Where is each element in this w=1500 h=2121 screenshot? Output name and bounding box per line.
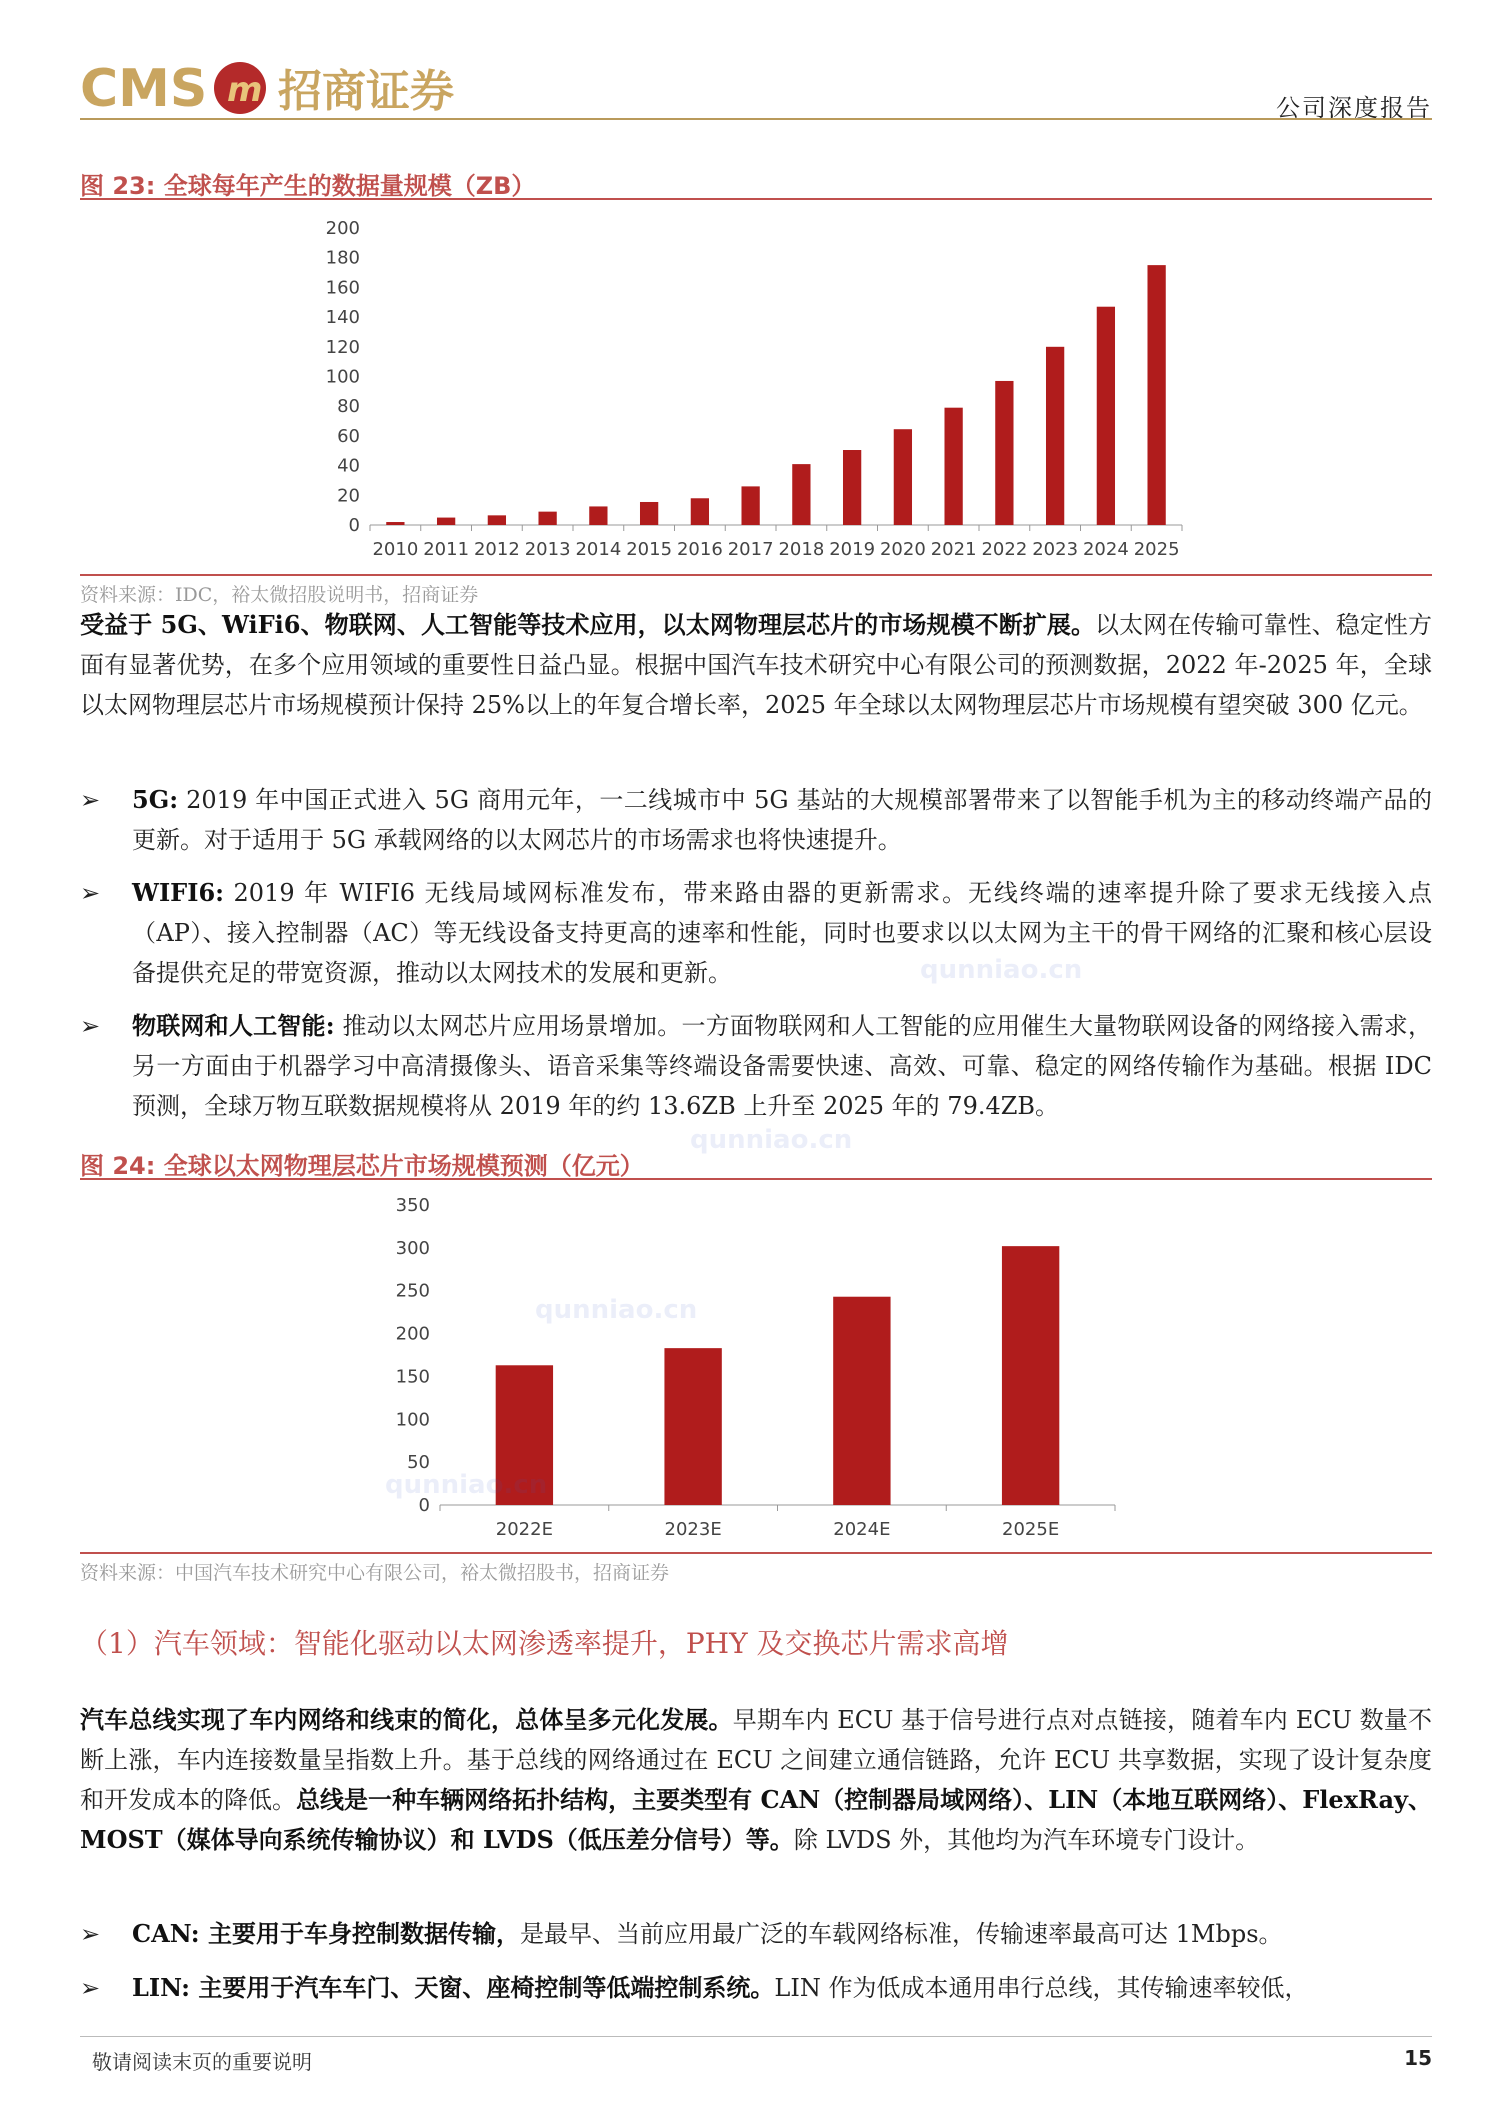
- watermark: qunniao.cn: [690, 1125, 853, 1155]
- x-tick-label: 2010: [372, 539, 419, 560]
- bullet-label: WIFI6:: [132, 878, 225, 907]
- x-tick-label: 2015: [626, 539, 673, 560]
- bullet-lin: [80, 1968, 1432, 2008]
- x-tick-label: 2017: [727, 539, 774, 560]
- x-tick-label: 2011: [423, 539, 470, 560]
- bullet-arrow-icon: ➢: [80, 879, 101, 907]
- bar-2019: [843, 450, 861, 525]
- y-tick-label: 100: [325, 366, 360, 388]
- bullet-bold: 主要用于车身控制数据传输，: [199, 1919, 521, 1948]
- x-tick-label: 2018: [778, 539, 825, 560]
- bullet-arrow-icon: ➢: [80, 786, 101, 814]
- bullet-arrow-icon: ➢: [80, 1012, 101, 1040]
- logo-cn-text: 招商证券: [278, 66, 454, 117]
- bullet-text: 2019 年 WIFI6 无线局域网标准发布，带来路由器的更新需求。无线终端的速率提升除了要求无线接入点（AP）、接入控制器（AC）等无线设备支持更高的速率和性能，同时也要求以以太网为主干的骨干网络的汇聚和核心层设备提供充足的带宽资源，推动以太网技术的发展和更新。: [132, 879, 1432, 987]
- bar-2023E: [664, 1348, 721, 1505]
- watermark: qunniao.cn: [535, 1295, 698, 1325]
- document-type: 公司深度报告: [1276, 94, 1432, 122]
- bar-2013: [538, 512, 556, 525]
- x-tick-label: 2013: [524, 539, 571, 560]
- bullet-arrow-icon: ➢: [80, 1974, 101, 2002]
- y-tick-label: 300: [395, 1237, 430, 1259]
- x-tick-label: 2022: [981, 539, 1028, 560]
- bullet-iot-ai: [80, 1006, 1432, 1126]
- paragraph-market-growth: [80, 605, 1432, 725]
- paragraph-lead-bold: 受益于 5G、WiFi6、物联网、人工智能等技术应用，以太网物理层芯片的市场规模不断扩展。: [80, 610, 1096, 639]
- bar-2014: [589, 506, 607, 525]
- footer-divider: [80, 2036, 1432, 2037]
- x-tick-label: 2022E: [495, 1519, 553, 1540]
- bar-2012: [488, 515, 506, 525]
- y-tick-label: 120: [325, 336, 360, 358]
- paragraph-vehicle-bus: [80, 1700, 1432, 1860]
- bar-2024E: [833, 1297, 890, 1505]
- x-tick-label: 2023: [1032, 539, 1079, 560]
- figure-24-top-rule: [80, 1178, 1432, 1180]
- bullet-label: LIN:: [132, 1973, 191, 2002]
- bullet-text: 2019 年中国正式进入 5G 商用元年，一二线城市中 5G 基站的大规模部署带来了以智能手机为主的移动终端产品的更新。对于适用于 5G 承载网络的以太网芯片的市场需求也将快速提升。: [132, 786, 1432, 854]
- figure-23-bottom-rule: [80, 574, 1432, 576]
- bar-2018: [792, 464, 810, 525]
- y-tick-label: 250: [395, 1280, 430, 1302]
- y-tick-label: 50: [407, 1452, 430, 1474]
- y-tick-label: 150: [395, 1366, 430, 1388]
- bullet-bold: 主要用于汽车车门、天窗、座椅控制等低端控制系统。: [190, 1973, 775, 2002]
- watermark: qunniao.cn: [920, 955, 1083, 985]
- bullet-5g: [80, 780, 1432, 860]
- y-tick-label: 60: [337, 425, 360, 447]
- figure-23-title: 图 23: 全球每年产生的数据量规模（ZB）: [80, 172, 536, 200]
- bar-2023: [1046, 347, 1064, 525]
- y-tick-label: 20: [337, 485, 360, 507]
- header-divider: [80, 118, 1432, 120]
- x-tick-label: 2021: [930, 539, 977, 560]
- y-tick-label: 160: [325, 277, 360, 299]
- figure-24-title: 图 24: 全球以太网物理层芯片市场规模预测（亿元）: [80, 1152, 644, 1180]
- y-tick-label: 40: [337, 455, 360, 477]
- y-tick-label: 350: [395, 1195, 430, 1216]
- bar-2016: [691, 498, 709, 525]
- x-tick-label: 2023E: [664, 1519, 722, 1540]
- bar-2011: [437, 518, 455, 525]
- x-tick-label: 2025E: [1002, 1519, 1060, 1540]
- bullet-arrow-icon: ➢: [80, 1920, 101, 1948]
- bullet-text: 是最早、当前应用最广泛的车载网络标准，传输速率最高可达 1Mbps。: [520, 1920, 1283, 1948]
- footer-note: 敬请阅读末页的重要说明: [92, 2050, 312, 2074]
- paragraph-body: 以太网在传输可靠性、稳定性方面有显著优势，在多个应用领域的重要性日益凸显。根据中国汽车技术研究中心有限公司的预测数据，2022 年-2025 年，全球以太网物理层芯片市场规模预计保持 25%以上的年复合增长率，2025 年全球以太网物理层芯片市场规模有望突破 300 亿元。: [80, 611, 1432, 719]
- bar-2010: [386, 522, 404, 525]
- figure-23-top-rule: [80, 198, 1432, 200]
- logo-cms-text: CMS: [80, 59, 208, 118]
- y-tick-label: 100: [395, 1409, 430, 1431]
- x-tick-label: 2025: [1133, 539, 1180, 560]
- paragraph-bold: 总线是一种车辆网络拓扑结构，主要类型有 CAN（控制器局域网络）、LIN（本地互联网络）、FlexRay、MOST（媒体导向系统传输协议）和 LVDS（低压差分信号）等。: [80, 1785, 1433, 1854]
- data-volume-chart: [300, 210, 1200, 565]
- bar-2025E: [1002, 1246, 1059, 1505]
- x-tick-label: 2024: [1082, 539, 1129, 560]
- y-tick-label: 80: [337, 396, 360, 418]
- x-tick-label: 2020: [879, 539, 926, 560]
- bar-2025: [1147, 265, 1165, 525]
- svg-text:m: m: [227, 70, 263, 110]
- bar-2017: [741, 486, 759, 525]
- bullet-label: 5G:: [132, 785, 179, 814]
- paragraph-body: 早期车内 ECU 基于信号进行点对点链接，随着车内 ECU 数量不断上涨，车内连接数量呈指数上升。基于总线的网络通过在 ECU 之间建立通信链路，允许 ECU 共享数据，实现了设计复杂度和开发成本的降低。: [80, 1706, 1432, 1814]
- bullet-text: 推动以太网芯片应用场景增加。一方面物联网和人工智能的应用催生大量物联网设备的网络接入需求，另一方面由于机器学习中高清摄像头、语音采集等终端设备需要快速、高效、可靠、稳定的网络传输作为基础。根据 IDC 预测，全球万物互联数据规模将从 2019 年的约 13.6ZB 上升至 2025 年的 79.4ZB。: [132, 1012, 1432, 1120]
- page-number: 15: [1404, 2046, 1432, 2070]
- bar-2015: [640, 502, 658, 525]
- bullet-text: LIN 作为低成本通用串行总线，其传输速率较低，: [774, 1974, 1309, 2002]
- bullet-label: 物联网和人工智能:: [132, 1011, 335, 1040]
- bar-2022: [995, 381, 1013, 525]
- x-tick-label: 2014: [575, 539, 622, 560]
- company-logo: [80, 56, 500, 118]
- bar-2020: [894, 429, 912, 525]
- section-title-automotive: （1）汽车领域：智能化驱动以太网渗透率提升，PHY 及交换芯片需求高增: [80, 1627, 1009, 1660]
- figure-24-source: 资料来源：中国汽车技术研究中心有限公司，裕太微招股书，招商证券: [80, 1562, 670, 1584]
- paragraph-body: 除 LVDS 外，其他均为汽车环境专门设计。: [793, 1826, 1260, 1854]
- bullet-wifi6: [80, 873, 1432, 993]
- y-tick-label: 200: [325, 218, 360, 239]
- y-tick-label: 140: [325, 307, 360, 329]
- paragraph-lead-bold: 汽车总线实现了车内网络和线束的简化，总体呈多元化发展。: [80, 1705, 733, 1734]
- watermark: qunniao.cn: [385, 1470, 548, 1500]
- figure-24-bottom-rule: [80, 1552, 1432, 1554]
- bar-2024: [1097, 307, 1115, 525]
- figure-23-source: 资料来源：IDC，裕太微招股说明书，招商证券: [80, 584, 479, 606]
- x-tick-label: 2012: [473, 539, 520, 560]
- bullet-can: [80, 1914, 1432, 1954]
- bullet-label: CAN:: [132, 1919, 200, 1948]
- y-tick-label: 0: [418, 1495, 430, 1516]
- x-tick-label: 2024E: [833, 1519, 891, 1540]
- x-tick-label: 2016: [676, 539, 723, 560]
- bar-2021: [944, 408, 962, 525]
- y-tick-label: 180: [325, 247, 360, 269]
- x-tick-label: 2019: [829, 539, 876, 560]
- y-tick-label: 0: [348, 515, 360, 536]
- y-tick-label: 200: [395, 1323, 430, 1345]
